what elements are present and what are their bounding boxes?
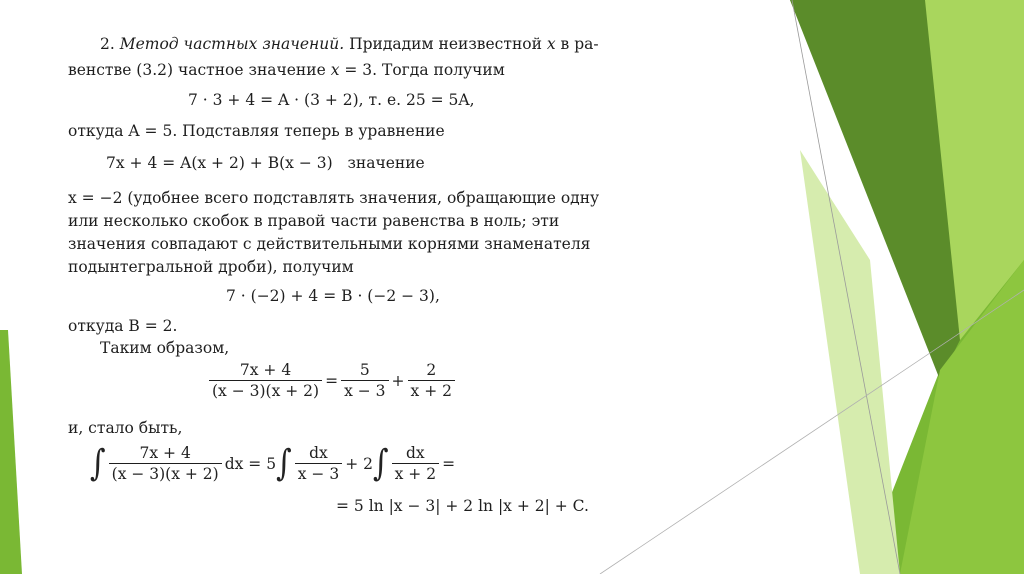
- equals-sign: =: [442, 454, 456, 473]
- document-page: [60, 18, 620, 558]
- denominator: (x − 3)(x + 2): [111, 465, 219, 483]
- plus-sign: +: [391, 371, 405, 390]
- integral-sign: ∫: [372, 441, 389, 484]
- equation-2: [106, 153, 425, 173]
- plus-two: + 2: [345, 454, 373, 473]
- integral-fraction-2: [392, 443, 439, 484]
- paragraph-line-6: или несколько скобок в правой части равенства в ноль; эти: [68, 212, 560, 230]
- paragraph-line-2: [68, 60, 505, 80]
- paragraph-line-9: откуда B = 2.: [68, 317, 178, 335]
- numerator: dx: [392, 443, 439, 464]
- text-run: в ра-: [555, 35, 599, 53]
- lhs-fraction: [209, 360, 322, 401]
- integrand-fraction: [109, 443, 222, 484]
- variable-x: x: [330, 61, 340, 79]
- paragraph-line-11: и, стало быть,: [68, 419, 183, 437]
- numerator: 5: [341, 360, 388, 381]
- equals-sign: =: [325, 371, 339, 390]
- equation-2-formula: 7x + 4 = A(x + 2) + B(x − 3): [106, 154, 333, 172]
- fraction-equation: [206, 360, 458, 401]
- equation-1: 7 · 3 + 4 = A · (3 + 2), т. е. 25 = 5A,: [188, 91, 475, 109]
- paragraph-line-10: Таким образом,: [100, 339, 230, 357]
- integral-sign: ∫: [276, 441, 292, 484]
- dx-equals: dx = 5: [224, 454, 277, 473]
- denominator: x + 2: [410, 382, 452, 400]
- paragraph-line-1: [100, 34, 599, 54]
- equation-2-tail: значение: [347, 154, 425, 172]
- numerator: dx: [295, 443, 342, 464]
- paragraph-line-3: откуда A = 5. Подставляя теперь в уравнение: [68, 122, 445, 140]
- integral-fraction-1: [295, 443, 342, 484]
- integral-equation: [90, 443, 455, 484]
- numerator: 7x + 4: [109, 443, 222, 464]
- variable-x: x: [546, 35, 556, 53]
- text-run: Придадим неизвестной: [344, 35, 547, 53]
- equation-3: 7 · (−2) + 4 = B · (−2 − 3),: [226, 287, 440, 305]
- paragraph-line-5: x = −2 (удобнее всего подставлять значения, обращающие одну: [68, 189, 600, 207]
- left-green-strip: [0, 330, 22, 574]
- paragraph-line-7: значения совпадают с действительными корнями знаменателя: [68, 235, 591, 253]
- paragraph-line-8: подынтегральной дроби), получим: [68, 258, 354, 276]
- text-run: венстве (3.2) частное значение: [68, 61, 331, 79]
- denominator: (x − 3)(x + 2): [212, 382, 320, 400]
- denominator: x + 2: [394, 465, 437, 483]
- item-number: 2.: [100, 35, 115, 53]
- integral-sign: ∫: [90, 441, 106, 484]
- text-run: = 3. Тогда получим: [339, 61, 505, 79]
- numerator: 7x + 4: [209, 360, 322, 381]
- denominator: x − 3: [344, 382, 386, 400]
- rhs-fraction-2: [408, 360, 455, 401]
- integral-result: = 5 ln |x − 3| + 2 ln |x + 2| + C.: [336, 497, 589, 515]
- denominator: x − 3: [297, 465, 340, 483]
- numerator: 2: [408, 360, 455, 381]
- rhs-fraction-1: [341, 360, 388, 401]
- method-title: Метод частных значений.: [119, 35, 345, 53]
